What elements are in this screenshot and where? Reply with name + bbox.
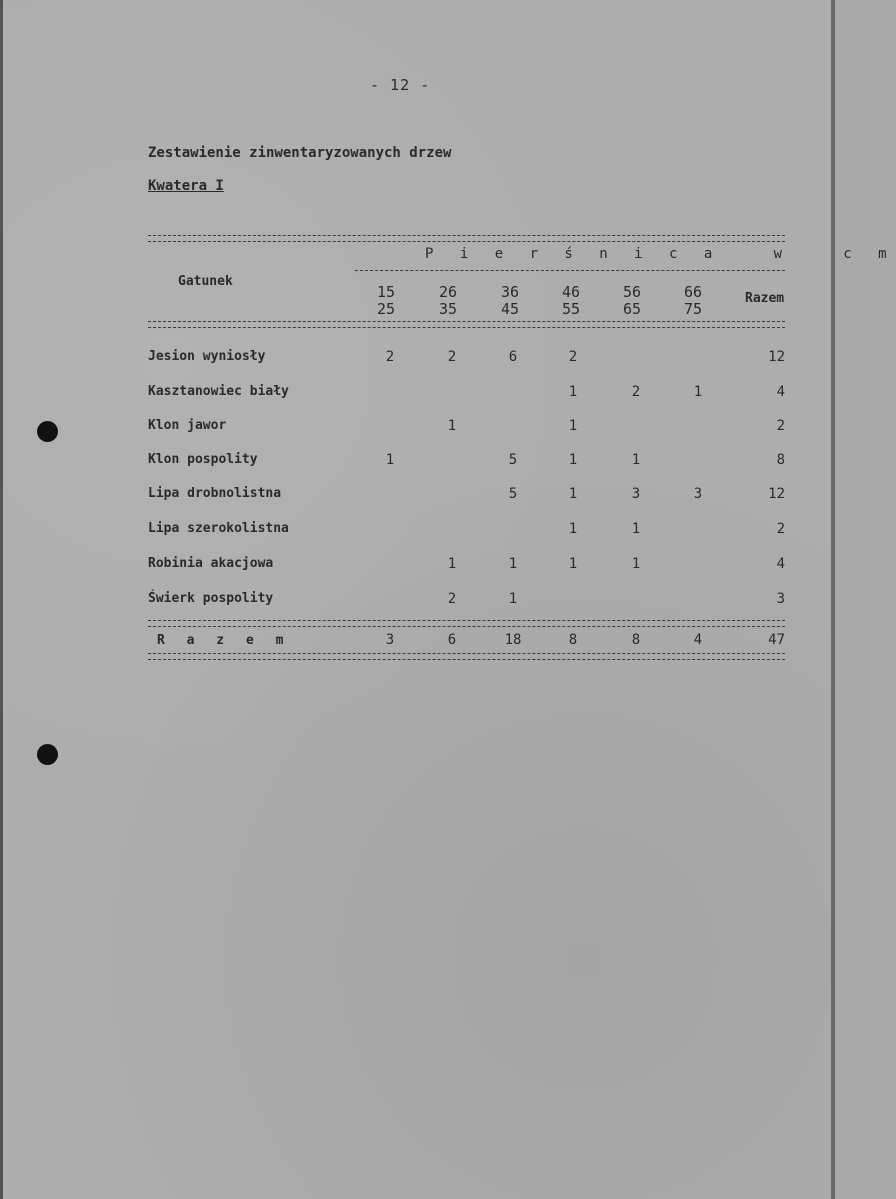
count-cell: 1: [568, 556, 578, 572]
species-name: Klon jawor: [148, 418, 227, 433]
count-cell: 6: [508, 349, 518, 365]
header-bottom-rule: [148, 321, 785, 328]
count-cell: 1: [568, 486, 578, 502]
count-cell: 1: [693, 384, 703, 400]
table-row: [0, 418, 835, 440]
species-name: Kasztanowiec biały: [148, 384, 289, 399]
count-cell: 3: [693, 486, 703, 502]
count-cell: 5: [508, 486, 518, 502]
sum-cell: 4: [693, 632, 703, 648]
count-cell: 2: [568, 349, 578, 365]
range-header: 26 35: [438, 283, 458, 318]
table-row: [0, 384, 835, 406]
count-cell: 1: [568, 452, 578, 468]
count-cell: 1: [568, 384, 578, 400]
table-bottom-rule: [148, 653, 785, 660]
species-name: Robinia akacjowa: [148, 556, 274, 571]
sum-cell: 3: [385, 632, 395, 648]
count-cell: 1: [568, 521, 578, 537]
row-total: 4: [776, 384, 785, 400]
page-number: - 12 -: [370, 76, 431, 94]
count-cell: 2: [631, 384, 641, 400]
row-total: 4: [776, 556, 785, 572]
table-row: [0, 452, 835, 474]
table-row: [0, 521, 835, 543]
row-total: 3: [776, 591, 785, 607]
species-column-header: Gatunek: [178, 274, 233, 289]
document-title: Zestawienie zinwentaryzowanych drzew: [148, 145, 452, 161]
sum-row: [0, 632, 835, 654]
row-total: 12: [768, 349, 785, 365]
header-divider: [355, 270, 785, 271]
count-cell: 1: [631, 452, 641, 468]
count-cell: 1: [447, 556, 457, 572]
count-cell: 1: [447, 418, 457, 434]
row-total: 8: [776, 452, 785, 468]
table-row: [0, 486, 835, 508]
species-name: Lipa szerokolistna: [148, 521, 289, 536]
count-cell: 1: [631, 521, 641, 537]
table-row: [0, 349, 835, 371]
count-cell: 2: [447, 349, 457, 365]
range-header: 56 65: [622, 283, 642, 318]
grand-total: 47: [768, 632, 785, 648]
row-total: 2: [776, 418, 785, 434]
species-name: Klon pospolity: [148, 452, 258, 467]
sum-cell: 6: [447, 632, 457, 648]
species-name: Jesion wyniosły: [148, 349, 266, 364]
sum-top-rule: [148, 620, 785, 627]
range-header: 36 45: [500, 283, 520, 318]
range-header: 46 55: [561, 283, 581, 318]
punch-hole: [37, 744, 58, 765]
sum-row-label: R a z e m: [157, 633, 291, 648]
row-total: 2: [776, 521, 785, 537]
count-cell: 1: [631, 556, 641, 572]
table-row: [0, 556, 835, 578]
section-subtitle: Kwatera I: [148, 178, 224, 194]
range-header: 15 25: [376, 283, 396, 318]
table-row: [0, 591, 835, 613]
count-cell: 1: [508, 556, 518, 572]
diameter-group-header: P i e r ś n i c a w c m: [425, 246, 896, 262]
row-total: 12: [768, 486, 785, 502]
species-name: Świerk pospolity: [148, 591, 274, 606]
count-cell: 1: [385, 452, 395, 468]
sum-cell: 8: [568, 632, 578, 648]
species-name: Lipa drobnolistna: [148, 486, 282, 501]
range-header: 66 75: [683, 283, 703, 318]
count-cell: 1: [568, 418, 578, 434]
sum-cell: 18: [504, 632, 522, 648]
table-top-rule: [148, 235, 785, 242]
total-column-header: Razem: [745, 291, 785, 306]
count-cell: 5: [508, 452, 518, 468]
count-cell: 2: [447, 591, 457, 607]
count-cell: 1: [508, 591, 518, 607]
count-cell: 3: [631, 486, 641, 502]
count-cell: 2: [385, 349, 395, 365]
sum-cell: 8: [631, 632, 641, 648]
